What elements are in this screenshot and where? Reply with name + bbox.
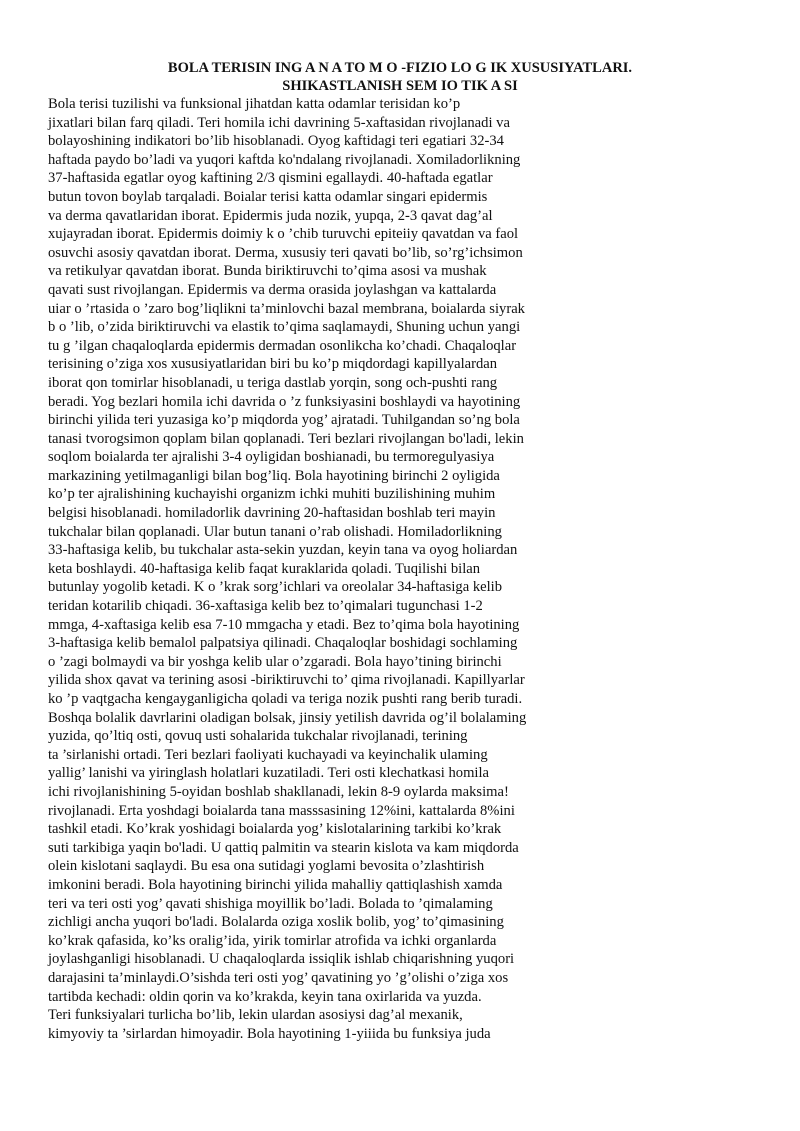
body-text-line: ko’krak qafasida, ko’ks oralig’ida, yirik tomirlar atrofida va ichki organlarda [48, 932, 497, 949]
body-text-line: jixatlari bilan farq qiladi. Teri homila ichi davrining 5-xaftasidan rivojlanadi va [48, 114, 510, 131]
body-text-line: Teri funksiyalari turlicha bo’lib, lekin ulardan asosiysi dag’al mexanik, [48, 1007, 463, 1024]
body-text-line: joylashganligi hisoblanadi. U chaqaloqlarda issiqlik ishlab chiqarishning yuqori [48, 951, 515, 968]
body-text-line: birinchi yilida teri yuzasiga ko’p miqdorda yog’ ajratadi. Tuhilgandan so’ng bola [48, 412, 520, 429]
body-text-line: belgisi hisoblanadi. homiladorlik davrining 20-haftasidan boshlab teri mayin [48, 505, 496, 522]
body-text-line: markazining yetilmaganligi bilan bog’liq. Bola hayotining birinchi 2 oyligida [48, 467, 500, 484]
body-text-line: o ’zagi bolmaydi va bir yoshga kelib ular o’zgaradi. Bola hayo’tining birinchi [48, 653, 502, 670]
body-text-line: soqlom boialarda ter ajralishi 3-4 oyligidan boshianadi, bu termoregulyasiya [48, 449, 495, 466]
body-text-line: imkonini beradi. Bola hayotining birinchi yilida mahalliy qattiqlashish xamda [48, 876, 503, 893]
body-text-line: beradi. Yog bezlari homila ichi davrida o ’z funksiyasini boshlaydi va hayotining [48, 393, 521, 410]
body-text-line: Boshqa bolalik davrlarini oladigan bolsak, jinsiy yetilish davrida og’il bolalaming [48, 709, 527, 726]
body-text-line: tashkil etadi. Ko’krak yoshidagi boialarda yog’ kislotalarining tarkibi ko’krak [48, 821, 502, 838]
document-title-line-1: BOLA TERISIN ING A N A TO M O -FIZIO LO G IK XUSUSIYATLARI. [167, 60, 633, 76]
body-text-line: olein kislotani saqlaydi. Bu esa ona sutidagi yoglami bevosita o’zlashtirish [48, 858, 485, 875]
document-title-line-2: SHIKASTLANISH SEM IO TIK A SI [282, 78, 518, 94]
body-text-line: kimyoviy ta ’sirlardan himoyadir. Bola hayotining 1-yiiida bu funksiya juda [48, 1025, 491, 1042]
document-body [48, 95, 764, 1043]
body-text-line: suti tarkibiga yaqin bo'ladi. U qattiq palmitin va stearin kislota va kam miqdorda [48, 839, 519, 856]
body-text-line: darajasini ta’minlaydi.O’sishda teri osti yog’ qavatining yo ’g’olishi o’ziga xos [48, 969, 509, 986]
body-text-line: 3-haftasiga kelib bemalol palpatsiya qilinadi. Chaqaloqlar boshidagi sochlaming [48, 635, 518, 652]
body-text-line: va retikulyar qavatdan iborat. Bunda biriktiruvchi to’qima asosi va mushak [48, 263, 487, 280]
body-text-line: tanasi tvorogsimon qoplam bilan qoplanadi. Teri bezlari rivojlangan bo'ladi, lekin [48, 430, 524, 447]
body-text-line: terisining o’ziga xos xususiyatlaridan biri bu ko’p miqdordagi kapillyalardan [48, 356, 498, 373]
body-text-line: Bola terisi tuzilishi va funksional jihatdan katta odamlar terisidan ko’p [48, 96, 461, 112]
body-text-line: mmga, 4-xaftasiga kelib esa 7-10 mmgacha y etadi. Bez to’qima bola hayotining [48, 616, 520, 633]
body-text-line: ta ’sirlanishi ortadi. Teri bezlari faoliyati kuchayadi va keyinchalik ulaming [48, 746, 488, 763]
body-text-line: qavati sust rivojlangan. Epidermis va derma orasida joylashgan va kattalarda [48, 281, 497, 298]
body-text-line: 37-haftasida egatlar oyog kaftining 2/3 qismini egallaydi. 40-haftada egatlar [48, 170, 493, 187]
body-text-line: teri va teri osti yog’ qavati shishiga moyillik bo’ladi. Bolada to ’qimalaming [48, 895, 493, 912]
body-text-line: yallig’ lanishi va yiringlash holatlari kuzatiladi. Teri osti klechatkasi homila [48, 765, 490, 782]
body-text-line: 33-haftasiga kelib, bu tukchalar asta-sekin yuzdan, keyin tana va oyog holiardan [48, 542, 518, 559]
body-text-line: ko’p ter ajralishining kuchayishi organizm ichki muhiti buzilishining muhim [48, 486, 496, 503]
body-text-line: yuzida, qo’ltiq osti, qovuq usti sohalarida tukchalar rivojlanadi, terining [48, 728, 468, 745]
body-text-line: xujayradan iborat. Epidermis doimiy k o ’chib turuvchi epiteiiy qavatdan va faol [48, 226, 519, 243]
body-text-line: butun tovon boylab tarqaladi. Boialar terisi katta odamlar singari epidermis [48, 188, 488, 205]
body-text-line: uiar o ’rtasida o ’zaro bog’liqlikni ta’minlovchi bazal membrana, boialarda siyrak [48, 300, 525, 317]
body-text-line: b o ’lib, o’zida biriktiruvchi va elastik to’qima saqlamaydi, Shuning uchun yangi [48, 319, 521, 336]
body-text-line: ichi rivojlanishining 5-oyidan boshlab shakllanadi, lekin 8-9 oylarda maksima! [48, 783, 509, 800]
body-text-line: osuvchi asosiy qavatdan iborat. Derma, xususiy teri qavati bo’lib, so’rg’ichsimon [48, 244, 523, 261]
body-text-line: ko ’p vaqtgacha kengayganligicha qoladi va teriga nozik pushti rang berib turadi. [48, 691, 523, 707]
body-text-line: tu g ’ilgan chaqaloqlarda epidermis dermadan osonlikcha ko’chadi. Chaqaloqlar [48, 337, 517, 354]
body-text-line: va derma qavatlaridan iborat. Epidermis juda nozik, yupqa, 2-3 qavat dag’al [48, 207, 493, 224]
body-text-line: butunlay yogolib ketadi. K o ’krak sorg’ichlari va oreolalar 34-haftasiga kelib [48, 579, 503, 596]
body-text-line: keta boshlaydi. 40-haftasiga kelib faqat kuraklarida qoladi. Tuqilishi bilan [48, 560, 481, 577]
body-text-line: tartibda kechadi: oldin qorin va ko’krakda, keyin tana oxirlarida va yuzda. [48, 988, 482, 1005]
body-text-line: teridan kotarilib chiqadi. 36-xaftasiga kelib bez to’qimalari tugunchasi 1-2 [48, 598, 483, 615]
body-text-line: bolayoshining indikatori bo’lib hisoblanadi. Oyog kaftidagi teri egatiari 32-34 [48, 133, 504, 150]
body-text-line: zichligi ancha yuqori bo'ladi. Bolalarda oziga xoslik bolib, yog’ to’qimasining [48, 914, 504, 931]
body-text-line: iborat qon tomirlar hisoblanadi, u teriga dastlab yorqin, song och-pushti rang [48, 374, 498, 391]
body-text-line: haftada paydo bo’ladi va yuqori kaftda ko'ndalang rivojlanadi. Xomiladorlikning [48, 151, 521, 168]
body-text-line: rivojlanadi. Erta yoshdagi boialarda tana masssasining 12%ini, kattalarda 8%ini [48, 802, 515, 819]
body-text-line: yilida shox qavat va terining asosi -biriktiruvchi to’ qima rivojlanadi. Kapillyarlar [48, 672, 525, 689]
body-text-line: tukchalar bilan qoplanadi. Ular butun tanani o’rab olishadi. Homiladorlikning [48, 523, 502, 540]
